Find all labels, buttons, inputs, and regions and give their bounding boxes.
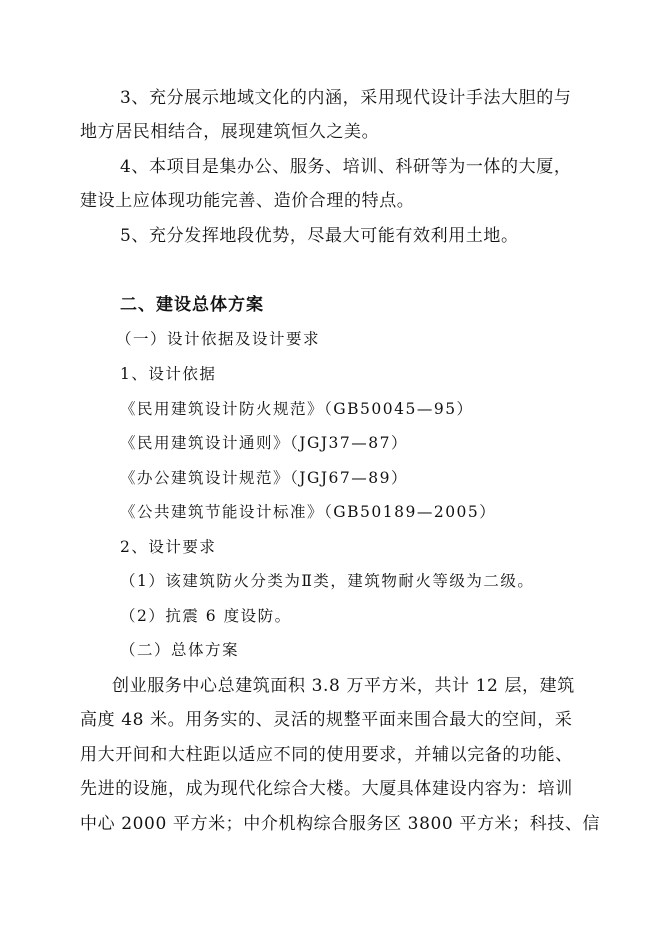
basis-title: 1、设计依据	[120, 365, 217, 383]
plan-line: 先进的设施，成为现代化综合大楼。大厦具体建设内容为：培训	[80, 779, 573, 799]
plan-line: 中心 2000 平方米；中介机构综合服务区 3800 平方米；科技、信	[80, 814, 601, 834]
basis-item: 《民用建筑设计通则》（JGJ37—87）	[120, 434, 409, 452]
item3-line1: 3、充分展示地域文化的内涵，采用现代设计手法大胆的与	[120, 88, 572, 108]
basis-item: 《民用建筑设计防火规范》（GB50045—95）	[120, 400, 474, 418]
item5-line1: 5、充分发挥地段优势，尽最大可能有效利用土地。	[120, 226, 519, 246]
plan-line: 高度 48 米。用务实的、灵活的规整平面来围合最大的空间，采	[80, 710, 573, 730]
plan-line: 创业服务中心总建筑面积 3.8 万平方米，共计 12 层，建筑	[112, 676, 575, 696]
item4-line2: 建设上应体现功能完善、造价合理的特点。	[80, 191, 415, 211]
basis-item: 《办公建筑设计规范》（JGJ67—89）	[120, 469, 409, 487]
section-heading: 二、建设总体方案	[120, 295, 264, 315]
basis-item: 《公共建筑节能设计标准》（GB50189—2005）	[120, 503, 497, 521]
item3-line2: 地方居民相结合，展现建筑恒久之美。	[80, 122, 380, 142]
requirement-item: （2）抗震 6 度设防。	[120, 607, 292, 625]
subsection-title-1: （一）设计依据及设计要求	[116, 330, 321, 348]
requirements-title: 2、设计要求	[120, 538, 217, 556]
requirement-item: （1）该建筑防火分类为Ⅱ类，建筑物耐火等级为二级。	[120, 572, 535, 590]
item4-line1: 4、本项目是集办公、服务、培训、科研等为一体的大厦，	[120, 157, 572, 177]
plan-line: 用大开间和大柱距以适应不同的使用要求，并辅以完备的功能、	[80, 745, 573, 765]
subsection-title-2: （二）总体方案	[120, 641, 240, 659]
